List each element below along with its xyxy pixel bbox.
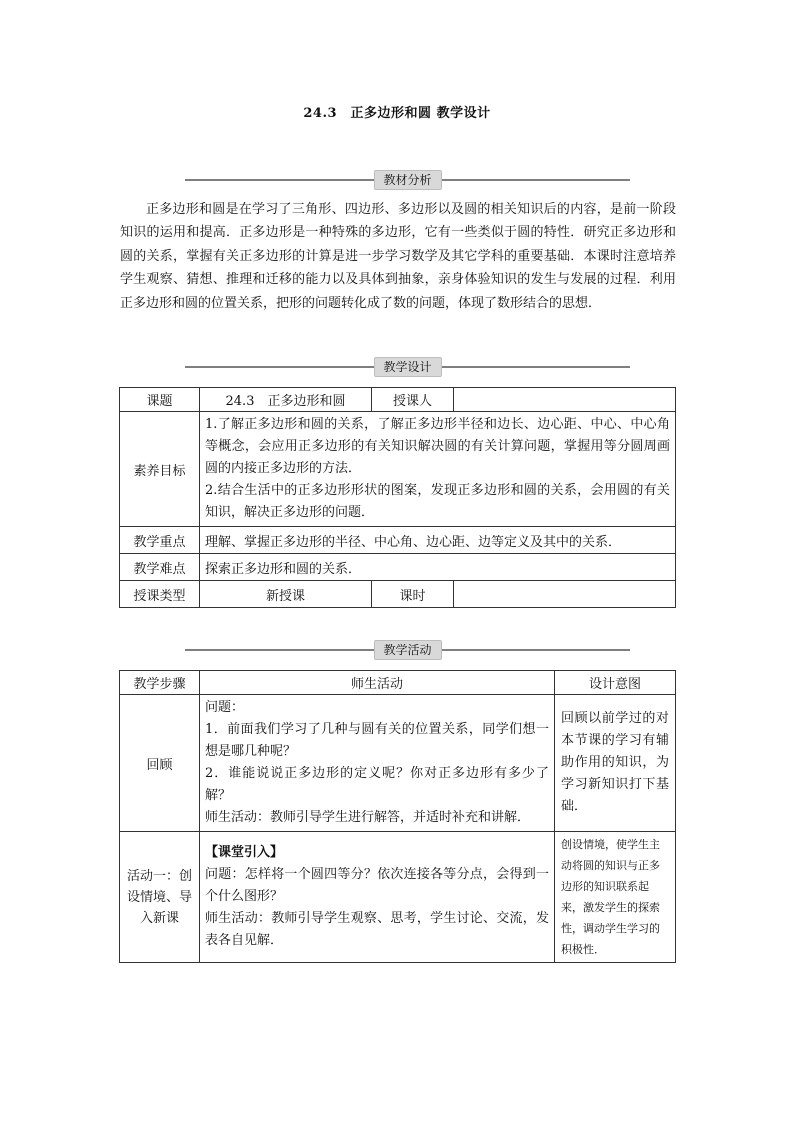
period-label: 课时 [372, 581, 454, 608]
goal-item: 1.了解正多边形和圆的关系，了解正多边形半径和边长、边心距、中心、中心角等概念，会应用正多边形的有关知识解决圆的有关计算问题，掌握用等分圆周画圆的内接正多边形的方法． [205, 417, 670, 476]
goals-label: 素养目标 [120, 412, 200, 527]
table-row [120, 554, 676, 581]
table-row [120, 695, 676, 832]
teacher-value [454, 388, 676, 412]
goals-content [200, 412, 676, 527]
type-value: 新授课 [200, 581, 372, 608]
section-header-activity [185, 640, 630, 660]
type-label: 授课类型 [120, 581, 200, 608]
topic-value: 24.3 正多边形和圆 [200, 388, 372, 412]
column-header: 设计意图 [555, 671, 676, 695]
activity-line: 问题： [205, 700, 245, 715]
section-label: 教学活动 [373, 640, 441, 660]
activity-line: 师生活动：教师引导学生观察、思考，学生讨论、交流，发表各自见解． [205, 911, 549, 948]
period-value [454, 581, 676, 608]
topic-label: 课题 [120, 388, 200, 412]
column-header: 师生活动 [200, 671, 555, 695]
difficulty-label: 教学难点 [120, 554, 200, 581]
table-row [120, 412, 676, 527]
table-row [120, 527, 676, 554]
column-header: 教学步骤 [120, 671, 200, 695]
section-header-design [185, 357, 630, 377]
activity-line: 【课堂引入】 [205, 845, 284, 860]
section-label: 教材分析 [373, 170, 441, 190]
goal-item: 2.结合生活中的正多边形形状的图案，发现正多边形和圆的关系，会用圆的有关知识，解决正多边形的问题． [205, 483, 670, 520]
section-label: 教学设计 [373, 357, 441, 377]
activity-line: 师生活动：教师引导学生进行解答，并适时补充和讲解． [205, 810, 531, 825]
difficulty-value: 探索正多边形和圆的关系． [200, 554, 676, 581]
step-cell: 活动一：创设情境、导入新课 [120, 832, 200, 963]
activity-cell [200, 695, 555, 832]
activity-line: 2．谁能说说正多边形的定义呢？你对正多边形有多少了解？ [205, 766, 549, 803]
intent-cell: 创设情境，使学生主动将圆的知识与正多边形的知识联系起来，激发学生的探索性，调动学生学习的积极性． [555, 832, 676, 963]
key-label: 教学重点 [120, 527, 200, 554]
step-cell: 回顾 [120, 695, 200, 832]
teacher-label: 授课人 [372, 388, 454, 412]
activity-line: 1．前面我们学习了几种与圆有关的位置关系，同学们想一想是哪几种呢？ [205, 722, 549, 759]
intent-cell: 回顾以前学过的对本节课的学习有辅助作用的知识，为学习新知识打下基础． [555, 695, 676, 832]
table-header-row [120, 671, 676, 695]
key-value: 理解、掌握正多边形的半径、中心角、边心距、边等定义及其中的关系． [200, 527, 676, 554]
section-header-analysis [185, 170, 630, 190]
analysis-paragraph: 正多边形和圆是在学习了三角形、四边形、多边形以及圆的相关知识后的内容，是前一阶段知识的运用和提高．正多边形是一种特殊的多边形，它有一些类似于圆的特性．研究正多边形和圆的关系，掌握有关正多边形的计算是进一步学习数学及其它学科的重要基础．本课时注意培养学生观察、猜想、推理和迁移的能力以及具体到抽象，亲身体验知识的发生与发展的过程．利用正多边形和圆的位置关系，把形的问题转化成了数的问题，体现了数形结合的思想． [120, 202, 676, 311]
table-row [120, 388, 676, 412]
activity-line: 问题：怎样将一个圆四等分？依次连接各等分点，会得到一个什么图形？ [205, 867, 549, 904]
activity-table [119, 670, 676, 963]
activity-cell [200, 832, 555, 963]
document-title: 24.3 正多边形和圆 教学设计 [303, 106, 491, 121]
table-row [120, 581, 676, 608]
table-row [120, 832, 676, 963]
design-table [119, 387, 676, 608]
